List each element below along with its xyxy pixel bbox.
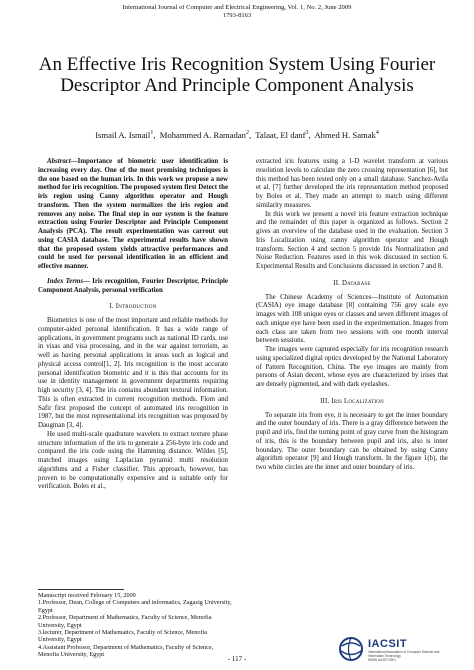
footnote-rule: [38, 589, 124, 590]
abstract-label: Abstract: [47, 158, 71, 165]
paragraph: To separate iris from eye, it is necessary to get the inner boundary and the outer boundary of iris. There is a gray difference between the pupil and iris, find the turning point of gray curve from the histogram of iris, this is the boundary between pupil and iris, also is inner boundary. The outer boundary can be obtained by using Canny algorithm operator [9] and Hough transform. In the figure 1(b), the two white circles are the inner and outer boundary of iris.: [256, 411, 448, 471]
index-terms: [38, 278, 228, 296]
page-number: - 117 -: [227, 655, 247, 663]
paragraph: Biometrics is one of the most important and reliable methods for computer-aided personal identification. It has a wide range of applications, in government programs such as national ID cards, use in visas and visa processing, and in the war against terrorism, as well as having personal applications in areas such as logical and physical access control[1, 2]. Iris recognition is the most accurate personal identification biometric and it is this that accounts for its use in identity management in government departments requiring high security [3, 4]. The iris contains abundant textural information. This is often extracted in current recognition methods. Flom and Safir first proposed the concept of automated iris recognition in 1987, but the most representational iris recognition was proposed by Daugman [3, 4].: [38, 317, 228, 429]
abstract: [38, 158, 228, 272]
globe-icon: [338, 636, 364, 662]
footnote: 1.Professor, Dean, College of Computers and informatics, Zagazig University, Egypt: [38, 599, 232, 614]
index-terms-text: — Iris recognition, Fourier Descriptor, Principle Component Analysis, personal verification: [38, 277, 228, 294]
logo-subtitle: International Association of Computer Science and Information Technology WWW.IACSIT.ORG: [368, 650, 440, 662]
paragraph: He used multi-scale quadrature wavelets to extract texture phase structure information of the iris to generate a 256-byte iris code and compared the iris code using the Hamming distance. Wildes [5], matched images using Laplacian pyramid multi resolution algorithms and a Fisher classifier. This approach, however, has proven to be computationally expensive and is suitable only for verification. Boles et al.,: [38, 430, 228, 491]
paragraph: The Chinese Academy of Sciences—Institute of Automation (CASIA) eye image database [8] containing 756 grey scale eye images with 108 unique eyes or classes and seven different images of each unique eye have been used in the experimentation. Images from each class are taken from two sessions with one month interval between sessions.: [256, 293, 448, 345]
author-list: Ismail A. Ismail$^1$, Mohammed A. Ramadan$^2$, Talaat, El danf$^3$, Ahmed H. Samak$^4$: [95, 129, 379, 140]
footnote: Manuscript received February 15, 2009: [38, 592, 136, 599]
logo-text: IACSIT: [368, 638, 408, 650]
author-affiliation-marker: 1: [150, 130, 154, 136]
footnote: 4.Assistant Professor, Department of Mathematics, Faculty of Science, Menofia University, Egypt: [38, 643, 214, 659]
author-name: Mohammed A. Ramadan: [159, 129, 246, 140]
author-name: Talaat, El danf: [255, 129, 306, 140]
footnote: 2.Professor, Department of Mathematics, Faculty of Science, Menofia University, Egypt: [38, 614, 212, 629]
author-affiliation-marker: 4: [375, 130, 379, 136]
paper-title: An Effective Iris Recognition System Using Fourier Descriptor And Principle Component Analysis: [38, 54, 436, 96]
paragraph: The images were captured especially for iris recognition research using specialized digital optics developed by the National Laboratory of Pattern Recognition, China. The eye images are mainly from persons of Asian decent, whose eyes are characterized by irises that are densely pigmented, and with dark eyelashes.: [256, 346, 448, 388]
footnote: 3.lecturer, Department of Mathematics, Faculty of Science, Menofia University, Egypt: [38, 629, 207, 644]
iacsit-logo: [338, 636, 458, 666]
journal-header: [0, 4, 474, 20]
abstract-text: —Importance of biometric user identification is increasing every day. One of the most promising techniques is the one based on the human iris. In this work we propose a new method for iris recognition. The proposed system first Detect the iris region using Canny algorithm operator and Hough transform. Then the system normalizes the iris region and removes any noise. The final step in our system is the feature extraction using Fourier Descriptor and Principle Component Analysis (PCA). The result experimentation was carrout out using CASIA database. The experimental results have shown that the proposed system yields attractive performances and could be used for personal identification in an efficient and effective manner.: [38, 158, 228, 270]
paragraph: extracted iris features using a 1-D wavelet transform at various resolution levels to calculate the zero crossing representation [6], but this method has been tested only on a small database. Sanchez-Avila et al. [7] further developed the iris representation method proposed by Boles et al. They made an attempt to match using different similarity measures.: [256, 158, 448, 209]
author-affiliation-marker: 2: [245, 130, 249, 136]
footnotes: [38, 589, 234, 659]
index-terms-label: Index Terms: [47, 277, 84, 285]
section-heading-introduction: I. Introduction: [109, 303, 157, 311]
author-name: Ismail A. Ismail: [95, 129, 151, 140]
author-affiliation-marker: 3: [305, 130, 309, 136]
paragraph: In this work we present a novel iris feature extraction technique and the remainder of this paper is organized as follows. Section 2 gives an overview of the database used in the evaluation. Section 3 Iris Localization using canny algorithm operator and Hough transform. Section 4 and section 5 provide Iris Normalization and Noise Reduction. Features used in this wok discussed in section 6. Experimental Results and Conclusions discussed in section 7 and 8.: [256, 210, 448, 270]
author-name: Ahmed H. Samak: [314, 129, 376, 140]
section-heading-database: II. Database: [333, 279, 371, 287]
left-column: [38, 158, 228, 492]
section-heading-iris-localization: III. Iris Localization: [320, 397, 384, 405]
journal-issn: 1793-8163: [222, 12, 252, 19]
right-column: [256, 158, 448, 473]
journal-citation: International Journal of Computer and Electrical Engineering, Vol. 1, No. 2, June 2009: [122, 4, 352, 11]
